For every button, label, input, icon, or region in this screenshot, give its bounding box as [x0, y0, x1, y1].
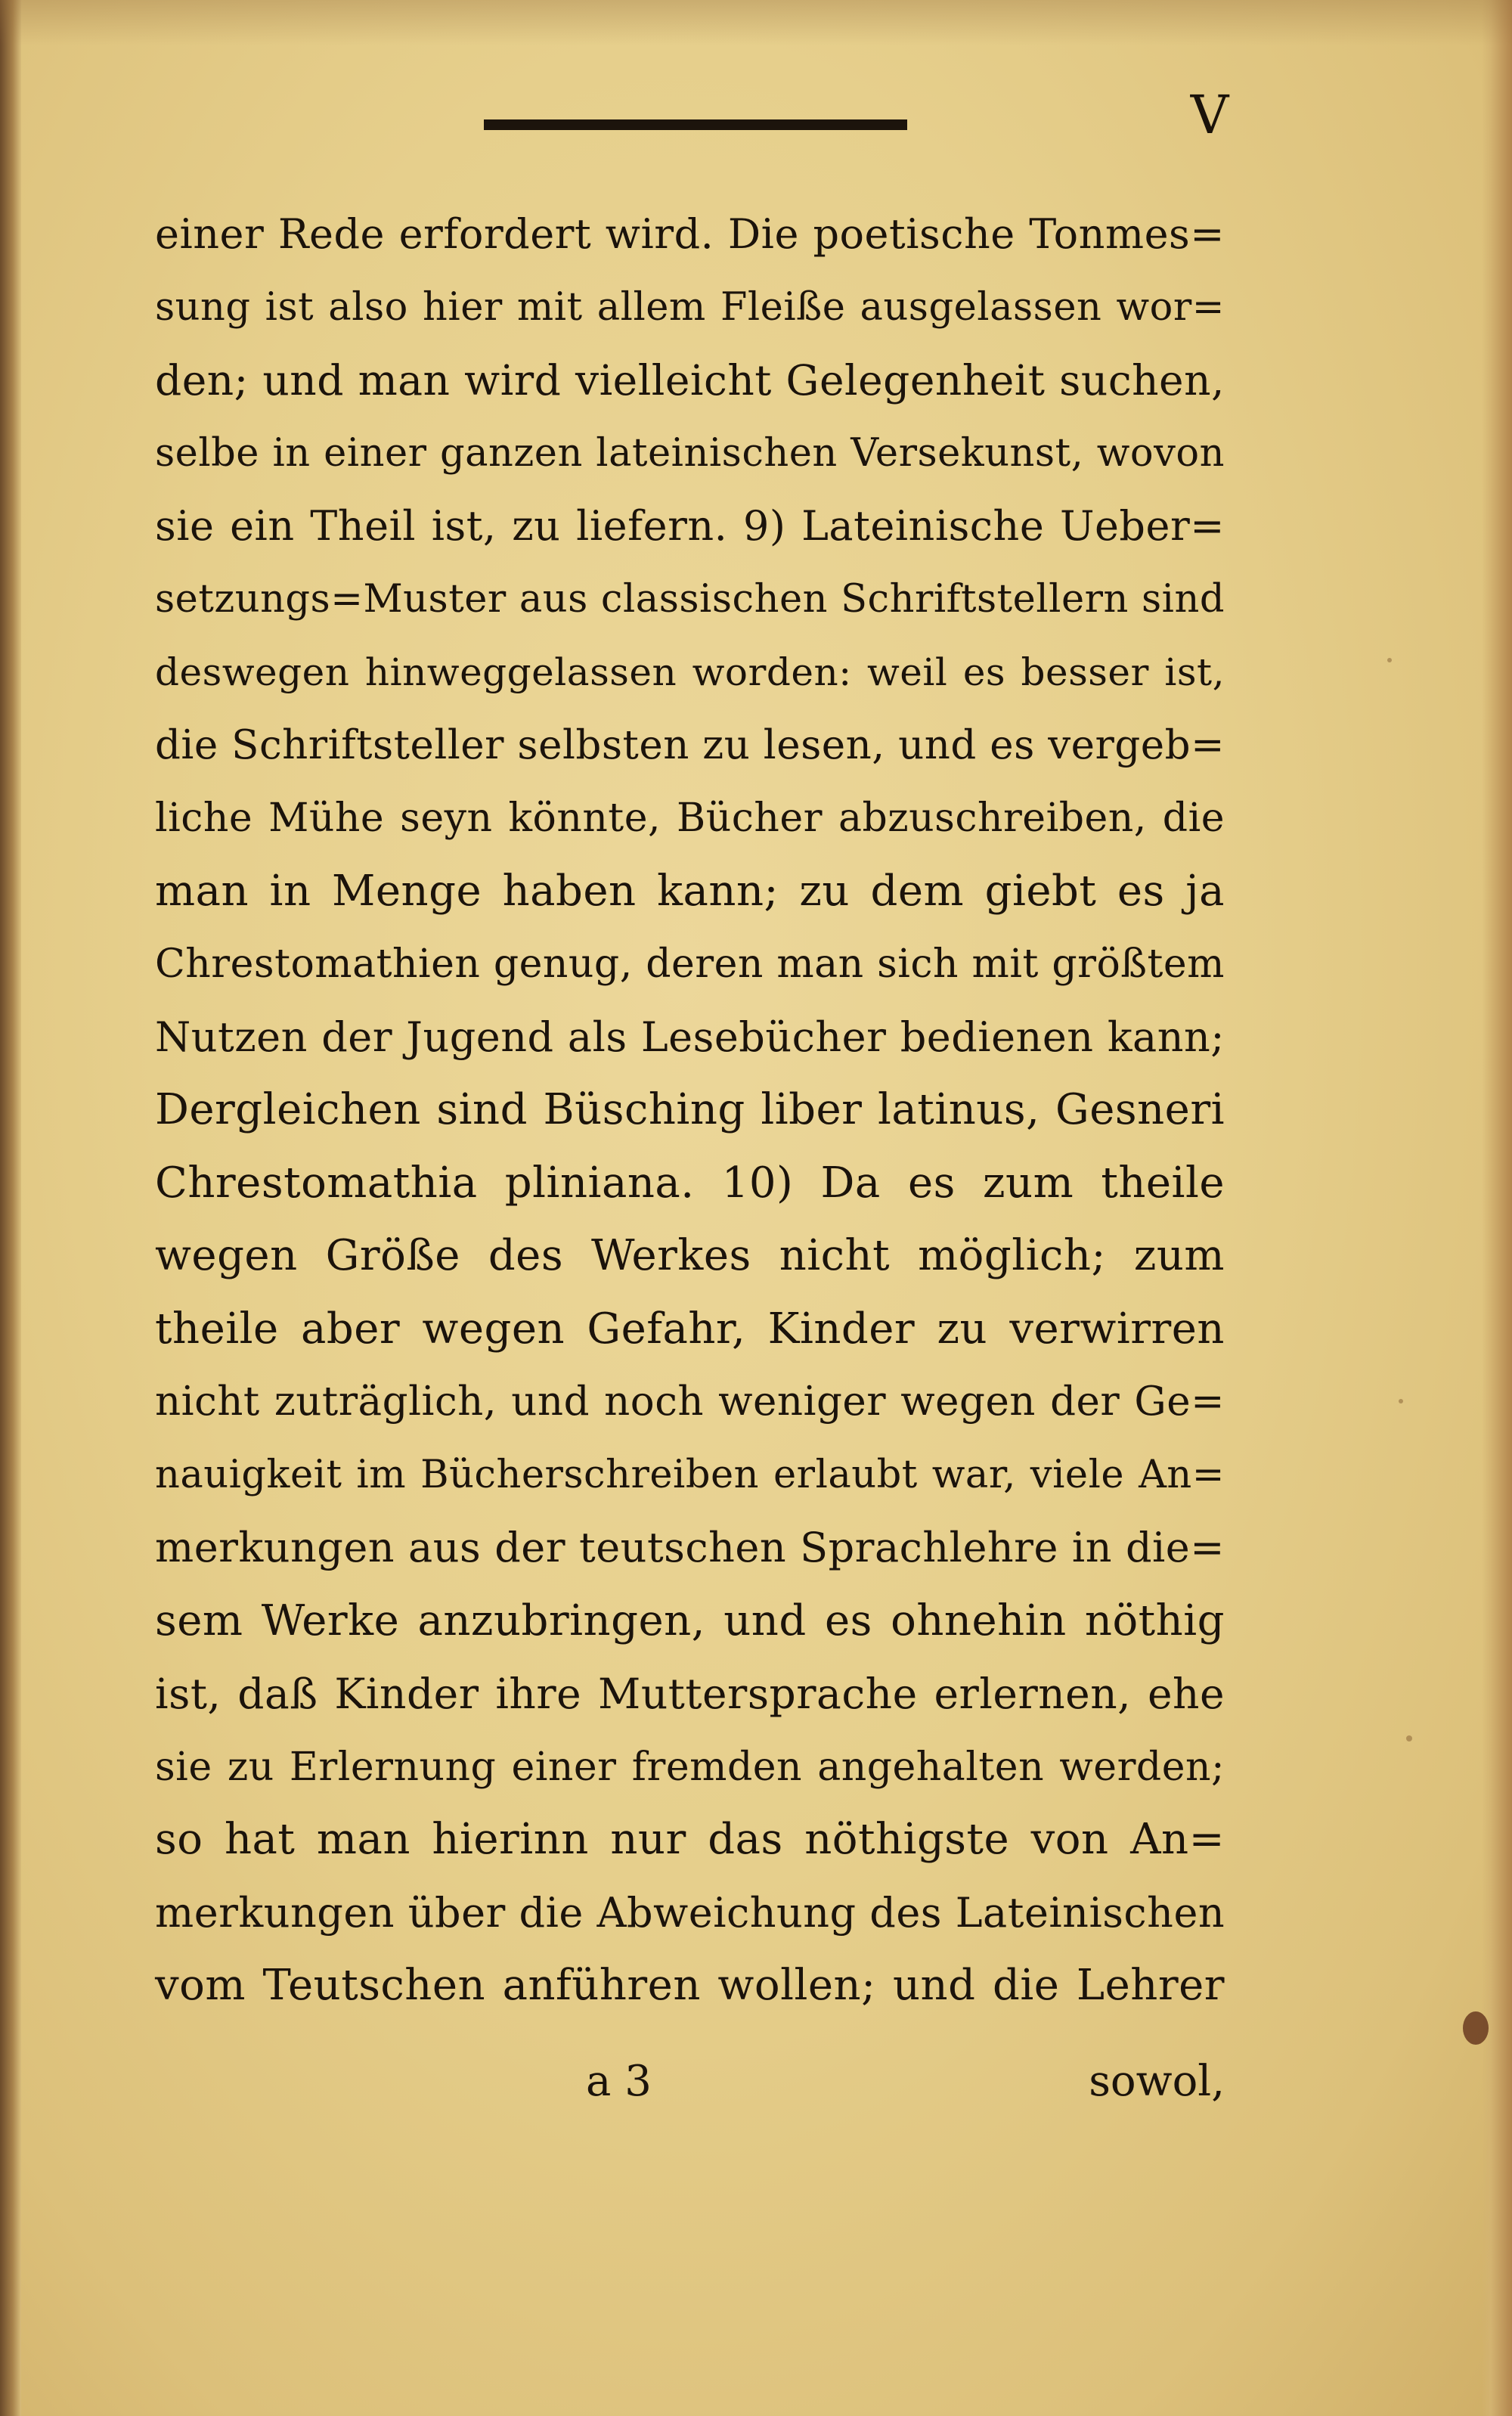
- text-line: nicht zuträglich, und noch weniger wegen der Ge=: [155, 1379, 1225, 1425]
- text-line: Chrestomathia pliniana. 10) Da es zum theile: [155, 1158, 1225, 1208]
- catchword: sowol,: [1089, 2057, 1225, 2106]
- text-line: ist, daß Kinder ihre Muttersprache erlernen, ehe: [155, 1670, 1225, 1718]
- page-top-wear: [0, 0, 1512, 45]
- text-line: Dergleichen sind Büsching liber latinus, Gesneri: [155, 1085, 1225, 1134]
- text-line: vom Teutschen anführen wollen; und die Lehrer: [155, 1961, 1225, 2010]
- text-line: einer Rede erfordert wird. Die poetische Tonmes=: [155, 210, 1225, 258]
- text-line: wegen Größe des Werkes nicht möglich; zum: [155, 1231, 1225, 1280]
- text-line: die Schriftsteller selbsten zu lesen, und es vergeb=: [155, 721, 1225, 768]
- paper-stain: [1387, 658, 1392, 662]
- text-line: merkungen über die Abweichung des Lateinischen: [155, 1888, 1225, 1937]
- text-line: sie ein Theil ist, zu liefern. 9) Lateinische Ueber=: [155, 502, 1225, 550]
- text-line: sem Werke anzubringen, und es ohnehin nöthig: [155, 1596, 1225, 1645]
- text-line: setzungs=Muster aus classischen Schriftstellern sind: [155, 576, 1225, 622]
- page-number: V: [1190, 84, 1229, 146]
- header-rule: [484, 119, 907, 130]
- page-gutter-edge: [0, 0, 21, 2416]
- text-line: Chrestomathien genug, deren man sich mit größtem: [155, 941, 1225, 987]
- text-line: selbe in einer ganzen lateinischen Versekunst, wovon: [155, 430, 1225, 476]
- text-line: deswegen hinweggelassen worden: weil es besser ist,: [155, 650, 1225, 694]
- text-line: man in Menge haben kann; zu dem giebt es ja: [155, 866, 1225, 916]
- paper-stain: [1399, 1399, 1403, 1403]
- text-line: theile aber wegen Gefahr, Kinder zu verwirren: [155, 1304, 1225, 1354]
- text-line: den; und man wird vielleicht Gelegenheit suchen,: [155, 356, 1225, 405]
- text-line: sie zu Erlernung einer fremden angehalten werden;: [155, 1744, 1225, 1790]
- text-line: liche Mühe seyn könnte, Bücher abzuschreiben, die: [155, 796, 1225, 841]
- text-line: nauigkeit im Bücherschreiben erlaubt war, viele An=: [155, 1452, 1225, 1497]
- paper-stain: [1406, 1735, 1412, 1741]
- body-text: [155, 198, 1225, 2023]
- page-right-edge: [1482, 0, 1512, 2416]
- text-line: Nutzen der Jugend als Lesebücher bedienen kann;: [155, 1013, 1225, 1061]
- signature-mark: a 3: [586, 2057, 652, 2106]
- text-line: merkungen aus der teutschen Sprachlehre in die=: [155, 1524, 1225, 1571]
- page-footer: [155, 2045, 1225, 2118]
- paper-stain: [1463, 2011, 1489, 2045]
- text-line: so hat man hierinn nur das nöthigste von An=: [155, 1815, 1225, 1864]
- text-line: sung ist also hier mit allem Fleiße ausgelassen wor=: [155, 284, 1225, 330]
